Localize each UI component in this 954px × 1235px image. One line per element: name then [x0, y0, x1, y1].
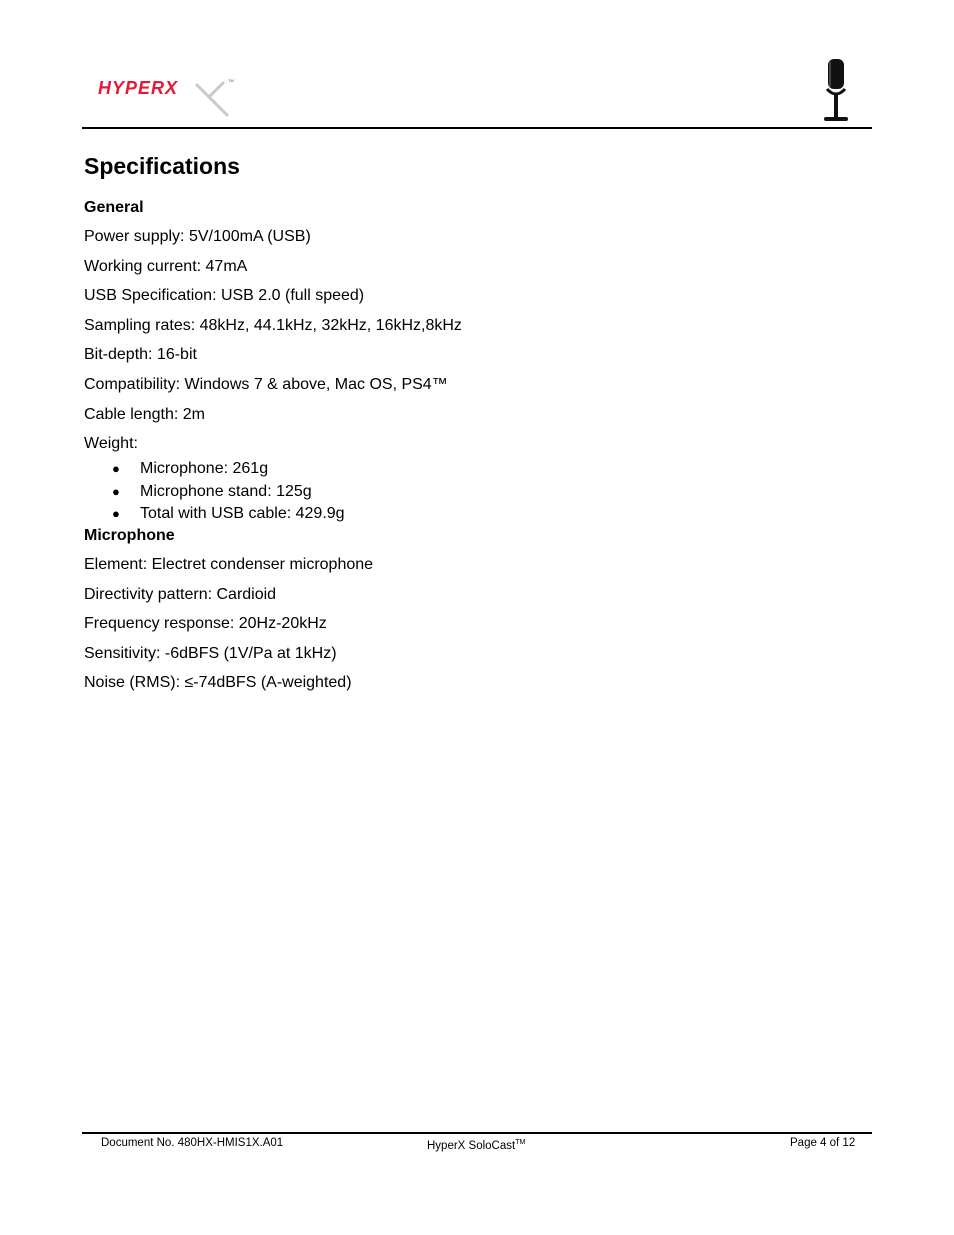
document-body — [84, 150, 864, 702]
footer-doc-number: Document No. 480HX-HMIS1X.A01 — [101, 1137, 284, 1149]
spec-bit-depth: Bit-depth: 16-bit — [84, 346, 197, 364]
spec-cable-length: Cable length: 2m — [84, 405, 205, 423]
spec-sampling-rates: Sampling rates: 48kHz, 44.1kHz, 32kHz, 16kHz,8kHz — [84, 316, 462, 334]
spec-power-supply: Power supply: 5V/100mA (USB) — [84, 228, 311, 245]
bullet-icon: ● — [112, 461, 120, 477]
footer-trademark: TM — [515, 1139, 526, 1146]
spec-sensitivity: Sensitivity: -6dBFS (1V/Pa at 1kHz) — [84, 644, 337, 662]
logo-trademark: TM — [228, 78, 234, 83]
weight-list — [84, 458, 864, 526]
spec-weight: Weight: — [84, 435, 138, 453]
list-item: ● Total with USB cable: 429.9g — [84, 503, 864, 526]
spec-frequency-response: Frequency response: 20Hz-20kHz — [84, 615, 327, 633]
logo-wordmark: HYPERX — [98, 78, 179, 98]
hyperx-logo — [92, 72, 238, 120]
footer-product: HyperX SoloCast™ — [427, 1139, 526, 1152]
spec-noise: Noise (RMS): ≤-74dBFS (A-weighted) — [84, 674, 352, 692]
bullet-icon: ● — [112, 506, 120, 522]
section-heading-general: General — [84, 199, 144, 216]
footer-page-number: Page 4 of 12 — [790, 1137, 856, 1149]
list-item: ● Microphone: 261g — [84, 458, 864, 481]
bullet-icon: ● — [112, 483, 120, 499]
spec-element: Element: Electret condenser microphone — [84, 555, 374, 573]
spec-usb: USB Specification: USB 2.0 (full speed) — [84, 287, 365, 305]
spec-working-current: Working current: 47mA — [84, 257, 248, 275]
list-item: ● Microphone stand: 125g — [84, 481, 864, 504]
microphone-icon — [818, 57, 854, 123]
page-title: Specifications — [84, 153, 240, 179]
spec-compatibility: Compatibility: Windows 7 & above, Mac OS, PS4™ — [84, 375, 448, 393]
spec-directivity: Directivity pattern: Cardioid — [84, 585, 277, 603]
header-divider — [82, 127, 872, 129]
footer-divider — [82, 1132, 872, 1134]
section-heading-microphone: Microphone — [84, 526, 175, 544]
